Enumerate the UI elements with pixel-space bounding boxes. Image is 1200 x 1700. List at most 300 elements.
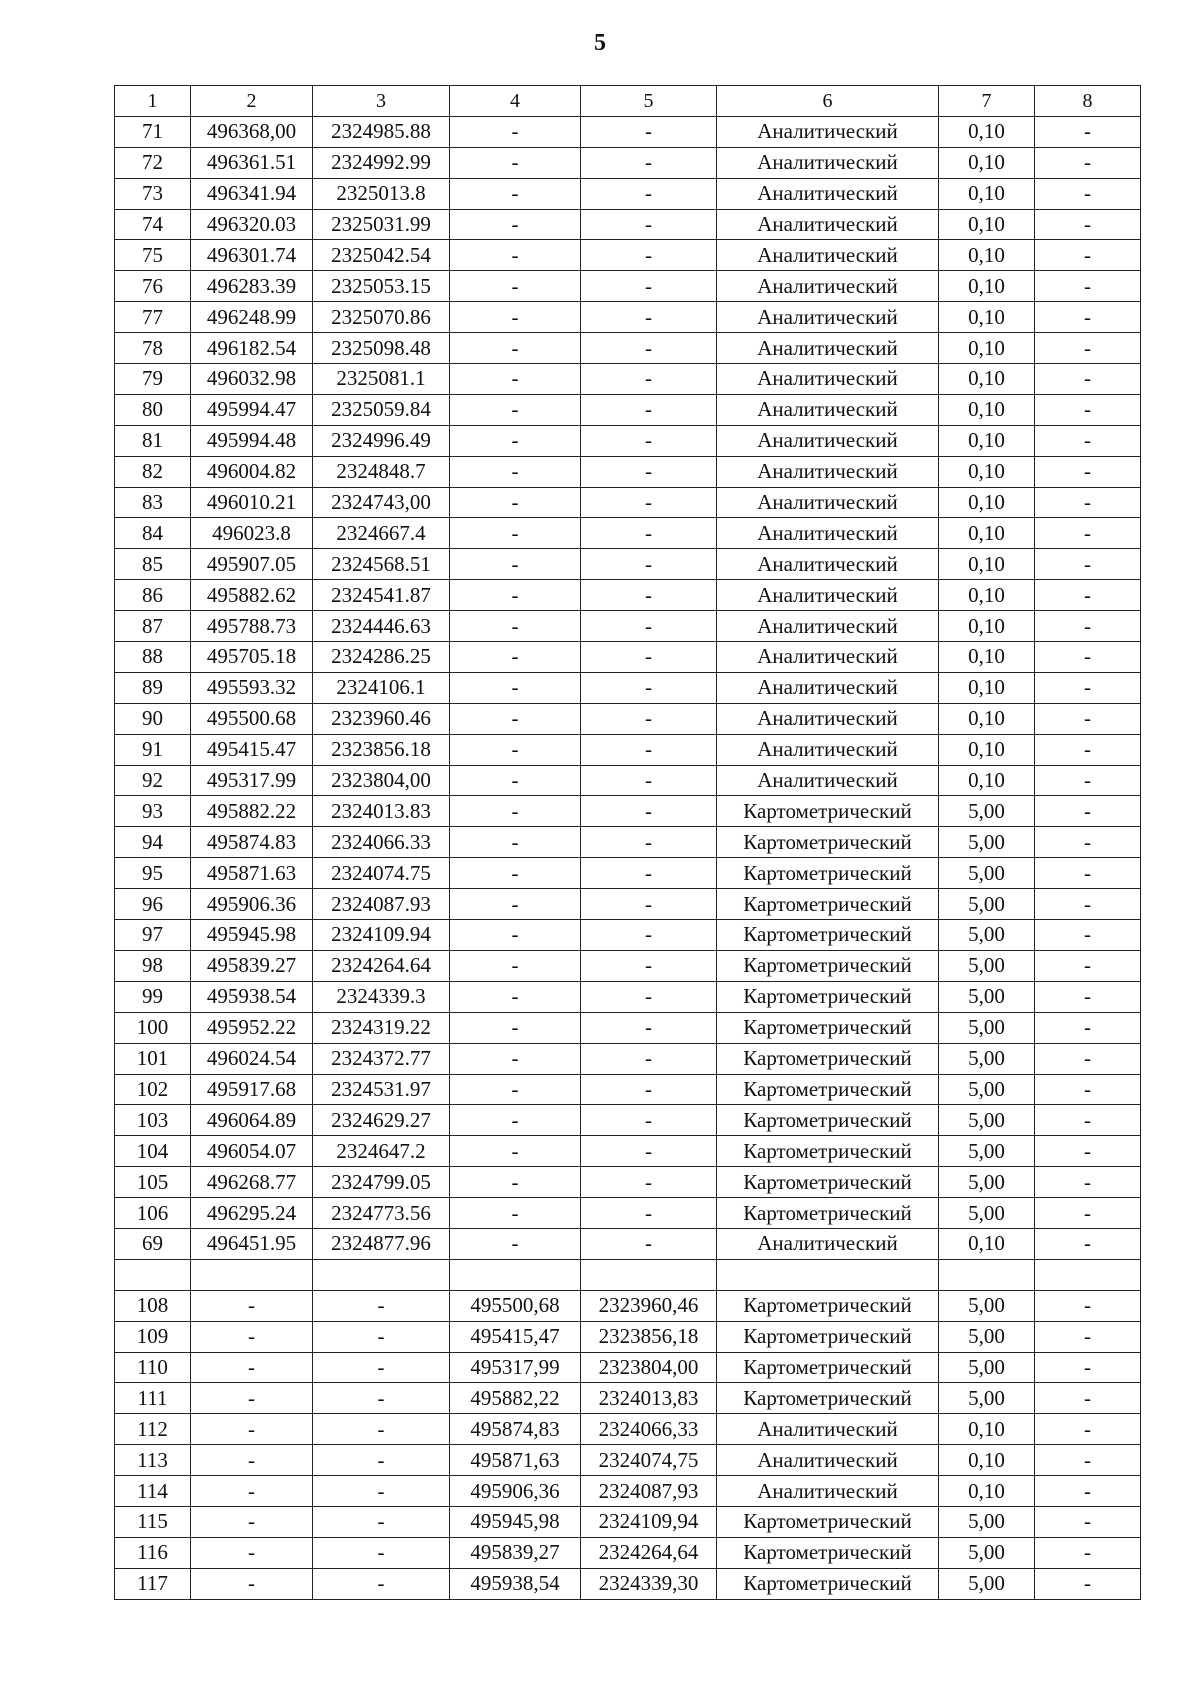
point-number-cell: 73 bbox=[115, 178, 191, 209]
table-row bbox=[115, 827, 1141, 858]
x-coordinate-cell: - bbox=[191, 1290, 313, 1321]
new-x-coordinate-cell: - bbox=[450, 580, 581, 611]
y-coordinate-cell: 2325059.84 bbox=[313, 394, 450, 425]
y-coordinate-cell: 2323960.46 bbox=[313, 703, 450, 734]
accuracy-cell: 0,10 bbox=[939, 147, 1035, 178]
table-row bbox=[115, 1290, 1141, 1321]
method-cell: Аналитический bbox=[717, 1476, 939, 1507]
y-coordinate-cell: 2324286.25 bbox=[313, 642, 450, 673]
point-number-cell: 81 bbox=[115, 425, 191, 456]
y-coordinate-cell: 2324339.3 bbox=[313, 981, 450, 1012]
new-x-coordinate-cell: - bbox=[450, 827, 581, 858]
new-y-coordinate-cell: - bbox=[581, 858, 717, 889]
method-cell bbox=[717, 1259, 939, 1290]
note-cell: - bbox=[1035, 487, 1141, 518]
new-y-coordinate-cell: 2324264,64 bbox=[581, 1537, 717, 1568]
method-cell: Аналитический bbox=[717, 456, 939, 487]
new-x-coordinate-cell: 495317,99 bbox=[450, 1352, 581, 1383]
table-row bbox=[115, 981, 1141, 1012]
accuracy-cell: 0,10 bbox=[939, 487, 1035, 518]
new-y-coordinate-cell: - bbox=[581, 981, 717, 1012]
new-x-coordinate-cell: 495938,54 bbox=[450, 1568, 581, 1599]
method-cell: Картометрический bbox=[717, 1012, 939, 1043]
point-number-cell: 72 bbox=[115, 147, 191, 178]
table-row bbox=[115, 1321, 1141, 1352]
new-y-coordinate-cell: - bbox=[581, 1012, 717, 1043]
accuracy-cell: 0,10 bbox=[939, 734, 1035, 765]
x-coordinate-cell: 496295.24 bbox=[191, 1198, 313, 1229]
accuracy-cell: 5,00 bbox=[939, 889, 1035, 920]
new-x-coordinate-cell: 495874,83 bbox=[450, 1414, 581, 1445]
y-coordinate-cell: 2324629.27 bbox=[313, 1105, 450, 1136]
new-x-coordinate-cell: - bbox=[450, 456, 581, 487]
point-number-cell: 75 bbox=[115, 240, 191, 271]
note-cell: - bbox=[1035, 1074, 1141, 1105]
coordinates-table bbox=[114, 85, 1141, 1600]
method-cell: Аналитический bbox=[717, 487, 939, 518]
accuracy-cell: 5,00 bbox=[939, 1506, 1035, 1537]
note-cell: - bbox=[1035, 765, 1141, 796]
page-number: 5 bbox=[594, 30, 606, 56]
table-row bbox=[115, 1074, 1141, 1105]
accuracy-cell: 5,00 bbox=[939, 796, 1035, 827]
accuracy-cell: 5,00 bbox=[939, 1043, 1035, 1074]
table-row bbox=[115, 611, 1141, 642]
new-y-coordinate-cell: - bbox=[581, 611, 717, 642]
point-number-cell: 114 bbox=[115, 1476, 191, 1507]
accuracy-cell: 0,10 bbox=[939, 1476, 1035, 1507]
y-coordinate-cell: 2325013.8 bbox=[313, 178, 450, 209]
new-y-coordinate-cell: - bbox=[581, 580, 717, 611]
column-header: 5 bbox=[581, 86, 717, 117]
table-row bbox=[115, 1136, 1141, 1167]
new-x-coordinate-cell: - bbox=[450, 209, 581, 240]
y-coordinate-cell: 2324109.94 bbox=[313, 920, 450, 951]
new-y-coordinate-cell: - bbox=[581, 518, 717, 549]
note-cell: - bbox=[1035, 518, 1141, 549]
accuracy-cell: 5,00 bbox=[939, 1167, 1035, 1198]
accuracy-cell: 0,10 bbox=[939, 765, 1035, 796]
point-number-cell: 110 bbox=[115, 1352, 191, 1383]
x-coordinate-cell: 495788.73 bbox=[191, 611, 313, 642]
x-coordinate-cell: 496341.94 bbox=[191, 178, 313, 209]
table-row bbox=[115, 703, 1141, 734]
point-number-cell: 116 bbox=[115, 1537, 191, 1568]
new-y-coordinate-cell: - bbox=[581, 765, 717, 796]
accuracy-cell: 0,10 bbox=[939, 672, 1035, 703]
note-cell: - bbox=[1035, 1012, 1141, 1043]
accuracy-cell: 5,00 bbox=[939, 858, 1035, 889]
point-number-cell: 89 bbox=[115, 672, 191, 703]
new-y-coordinate-cell: - bbox=[581, 240, 717, 271]
new-y-coordinate-cell: - bbox=[581, 734, 717, 765]
note-cell: - bbox=[1035, 1228, 1141, 1259]
accuracy-cell: 0,10 bbox=[939, 209, 1035, 240]
table-row bbox=[115, 178, 1141, 209]
y-coordinate-cell: 2324264.64 bbox=[313, 950, 450, 981]
y-coordinate-cell: 2325070.86 bbox=[313, 302, 450, 333]
new-y-coordinate-cell: - bbox=[581, 889, 717, 920]
table-row bbox=[115, 394, 1141, 425]
new-y-coordinate-cell: - bbox=[581, 1105, 717, 1136]
y-coordinate-cell: - bbox=[313, 1290, 450, 1321]
column-header: 8 bbox=[1035, 86, 1141, 117]
note-cell: - bbox=[1035, 889, 1141, 920]
accuracy-cell: 0,10 bbox=[939, 394, 1035, 425]
accuracy-cell: 0,10 bbox=[939, 240, 1035, 271]
note-cell: - bbox=[1035, 827, 1141, 858]
point-number-cell: 71 bbox=[115, 116, 191, 147]
method-cell: Аналитический bbox=[717, 271, 939, 302]
point-number-cell: 102 bbox=[115, 1074, 191, 1105]
table-row bbox=[115, 889, 1141, 920]
point-number-cell: 103 bbox=[115, 1105, 191, 1136]
new-x-coordinate-cell: - bbox=[450, 1167, 581, 1198]
table-row bbox=[115, 672, 1141, 703]
new-x-coordinate-cell: - bbox=[450, 1012, 581, 1043]
new-x-coordinate-cell: 495500,68 bbox=[450, 1290, 581, 1321]
x-coordinate-cell: 496182.54 bbox=[191, 333, 313, 364]
y-coordinate-cell: 2325081.1 bbox=[313, 364, 450, 395]
x-coordinate-cell: - bbox=[191, 1321, 313, 1352]
note-cell: - bbox=[1035, 549, 1141, 580]
new-y-coordinate-cell: - bbox=[581, 642, 717, 673]
new-y-coordinate-cell: - bbox=[581, 1198, 717, 1229]
point-number-cell: 94 bbox=[115, 827, 191, 858]
point-number-cell: 80 bbox=[115, 394, 191, 425]
new-y-coordinate-cell: - bbox=[581, 333, 717, 364]
y-coordinate-cell: 2324743,00 bbox=[313, 487, 450, 518]
table-row bbox=[115, 1445, 1141, 1476]
table-row bbox=[115, 642, 1141, 673]
accuracy-cell: 5,00 bbox=[939, 981, 1035, 1012]
x-coordinate-cell: 495994.48 bbox=[191, 425, 313, 456]
x-coordinate-cell: 496024.54 bbox=[191, 1043, 313, 1074]
x-coordinate-cell: 496054.07 bbox=[191, 1136, 313, 1167]
accuracy-cell: 0,10 bbox=[939, 703, 1035, 734]
note-cell: - bbox=[1035, 271, 1141, 302]
new-y-coordinate-cell: 2323856,18 bbox=[581, 1321, 717, 1352]
method-cell: Аналитический bbox=[717, 178, 939, 209]
x-coordinate-cell bbox=[191, 1259, 313, 1290]
table-row bbox=[115, 549, 1141, 580]
table-row bbox=[115, 116, 1141, 147]
new-y-coordinate-cell: - bbox=[581, 920, 717, 951]
x-coordinate-cell: 496010.21 bbox=[191, 487, 313, 518]
method-cell: Картометрический bbox=[717, 1321, 939, 1352]
new-x-coordinate-cell: - bbox=[450, 147, 581, 178]
x-coordinate-cell: 495415.47 bbox=[191, 734, 313, 765]
method-cell: Картометрический bbox=[717, 1198, 939, 1229]
y-coordinate-cell: 2324446.63 bbox=[313, 611, 450, 642]
accuracy-cell: 0,10 bbox=[939, 1445, 1035, 1476]
new-y-coordinate-cell: - bbox=[581, 364, 717, 395]
accuracy-cell: 5,00 bbox=[939, 920, 1035, 951]
new-y-coordinate-cell: - bbox=[581, 425, 717, 456]
method-cell: Картометрический bbox=[717, 1105, 939, 1136]
method-cell: Картометрический bbox=[717, 1383, 939, 1414]
table-row bbox=[115, 920, 1141, 951]
accuracy-cell: 0,10 bbox=[939, 364, 1035, 395]
new-y-coordinate-cell: 2324066,33 bbox=[581, 1414, 717, 1445]
method-cell: Картометрический bbox=[717, 1290, 939, 1321]
new-x-coordinate-cell: - bbox=[450, 1105, 581, 1136]
note-cell: - bbox=[1035, 456, 1141, 487]
method-cell: Картометрический bbox=[717, 950, 939, 981]
method-cell: Аналитический bbox=[717, 580, 939, 611]
y-coordinate-cell: 2324541.87 bbox=[313, 580, 450, 611]
accuracy-cell: 5,00 bbox=[939, 1136, 1035, 1167]
y-coordinate-cell: 2324066.33 bbox=[313, 827, 450, 858]
new-y-coordinate-cell: - bbox=[581, 1136, 717, 1167]
new-y-coordinate-cell: 2324109,94 bbox=[581, 1506, 717, 1537]
table-row bbox=[115, 271, 1141, 302]
accuracy-cell: 5,00 bbox=[939, 1105, 1035, 1136]
new-y-coordinate-cell: 2323804,00 bbox=[581, 1352, 717, 1383]
new-x-coordinate-cell: - bbox=[450, 950, 581, 981]
table-row bbox=[115, 456, 1141, 487]
method-cell: Картометрический bbox=[717, 1074, 939, 1105]
x-coordinate-cell: 496361.51 bbox=[191, 147, 313, 178]
method-cell: Картометрический bbox=[717, 858, 939, 889]
note-cell: - bbox=[1035, 1136, 1141, 1167]
x-coordinate-cell: 495907.05 bbox=[191, 549, 313, 580]
new-x-coordinate-cell: - bbox=[450, 611, 581, 642]
note-cell: - bbox=[1035, 178, 1141, 209]
x-coordinate-cell: 495917.68 bbox=[191, 1074, 313, 1105]
table-row bbox=[115, 209, 1141, 240]
x-coordinate-cell: 496283.39 bbox=[191, 271, 313, 302]
table-row bbox=[115, 240, 1141, 271]
point-number-cell: 90 bbox=[115, 703, 191, 734]
new-y-coordinate-cell: 2324339,30 bbox=[581, 1568, 717, 1599]
accuracy-cell: 5,00 bbox=[939, 1198, 1035, 1229]
new-x-coordinate-cell bbox=[450, 1259, 581, 1290]
y-coordinate-cell: - bbox=[313, 1383, 450, 1414]
x-coordinate-cell: - bbox=[191, 1568, 313, 1599]
note-cell: - bbox=[1035, 796, 1141, 827]
new-y-coordinate-cell: - bbox=[581, 147, 717, 178]
method-cell: Картометрический bbox=[717, 920, 939, 951]
point-number-cell: 112 bbox=[115, 1414, 191, 1445]
x-coordinate-cell: - bbox=[191, 1537, 313, 1568]
point-number-cell: 76 bbox=[115, 271, 191, 302]
accuracy-cell: 0,10 bbox=[939, 1228, 1035, 1259]
table-row bbox=[115, 1167, 1141, 1198]
x-coordinate-cell: 495317.99 bbox=[191, 765, 313, 796]
x-coordinate-cell: - bbox=[191, 1506, 313, 1537]
table-row bbox=[115, 1568, 1141, 1599]
point-number-cell: 69 bbox=[115, 1228, 191, 1259]
y-coordinate-cell: 2324996.49 bbox=[313, 425, 450, 456]
note-cell: - bbox=[1035, 1383, 1141, 1414]
x-coordinate-cell: - bbox=[191, 1414, 313, 1445]
column-header: 6 bbox=[717, 86, 939, 117]
new-x-coordinate-cell: 495882,22 bbox=[450, 1383, 581, 1414]
table-row bbox=[115, 1198, 1141, 1229]
x-coordinate-cell: 495938.54 bbox=[191, 981, 313, 1012]
x-coordinate-cell: 495882.22 bbox=[191, 796, 313, 827]
new-x-coordinate-cell: 495871,63 bbox=[450, 1445, 581, 1476]
accuracy-cell: 0,10 bbox=[939, 302, 1035, 333]
accuracy-cell: 5,00 bbox=[939, 1383, 1035, 1414]
note-cell: - bbox=[1035, 858, 1141, 889]
method-cell: Картометрический bbox=[717, 1568, 939, 1599]
method-cell: Картометрический bbox=[717, 796, 939, 827]
point-number-cell: 79 bbox=[115, 364, 191, 395]
new-y-coordinate-cell: - bbox=[581, 1167, 717, 1198]
accuracy-cell: 5,00 bbox=[939, 1352, 1035, 1383]
note-cell: - bbox=[1035, 1568, 1141, 1599]
y-coordinate-cell: - bbox=[313, 1352, 450, 1383]
header-row bbox=[115, 86, 1141, 117]
x-coordinate-cell: 495593.32 bbox=[191, 672, 313, 703]
new-x-coordinate-cell: - bbox=[450, 240, 581, 271]
accuracy-cell: 0,10 bbox=[939, 333, 1035, 364]
note-cell: - bbox=[1035, 1167, 1141, 1198]
new-y-coordinate-cell: - bbox=[581, 672, 717, 703]
new-y-coordinate-cell: - bbox=[581, 1043, 717, 1074]
y-coordinate-cell: - bbox=[313, 1506, 450, 1537]
x-coordinate-cell: 495994.47 bbox=[191, 394, 313, 425]
accuracy-cell: 0,10 bbox=[939, 116, 1035, 147]
accuracy-cell: 0,10 bbox=[939, 178, 1035, 209]
note-cell: - bbox=[1035, 734, 1141, 765]
point-number-cell: 100 bbox=[115, 1012, 191, 1043]
accuracy-cell: 5,00 bbox=[939, 1290, 1035, 1321]
new-x-coordinate-cell: - bbox=[450, 302, 581, 333]
note-cell: - bbox=[1035, 425, 1141, 456]
point-number-cell: 91 bbox=[115, 734, 191, 765]
accuracy-cell: 0,10 bbox=[939, 456, 1035, 487]
accuracy-cell: 5,00 bbox=[939, 1537, 1035, 1568]
y-coordinate-cell bbox=[313, 1259, 450, 1290]
table-row bbox=[115, 580, 1141, 611]
note-cell: - bbox=[1035, 611, 1141, 642]
point-number-cell: 92 bbox=[115, 765, 191, 796]
note-cell: - bbox=[1035, 580, 1141, 611]
method-cell: Аналитический bbox=[717, 333, 939, 364]
point-number-cell bbox=[115, 1259, 191, 1290]
point-number-cell: 78 bbox=[115, 333, 191, 364]
y-coordinate-cell: 2324372.77 bbox=[313, 1043, 450, 1074]
new-y-coordinate-cell: - bbox=[581, 209, 717, 240]
new-y-coordinate-cell: - bbox=[581, 178, 717, 209]
x-coordinate-cell: 496064.89 bbox=[191, 1105, 313, 1136]
new-x-coordinate-cell: - bbox=[450, 487, 581, 518]
x-coordinate-cell: 495871.63 bbox=[191, 858, 313, 889]
x-coordinate-cell: 495500.68 bbox=[191, 703, 313, 734]
method-cell: Аналитический bbox=[717, 240, 939, 271]
note-cell: - bbox=[1035, 950, 1141, 981]
note-cell: - bbox=[1035, 1198, 1141, 1229]
table-row bbox=[115, 950, 1141, 981]
new-x-coordinate-cell: - bbox=[450, 889, 581, 920]
y-coordinate-cell: 2324319.22 bbox=[313, 1012, 450, 1043]
table-row bbox=[115, 1414, 1141, 1445]
method-cell: Аналитический bbox=[717, 672, 939, 703]
x-coordinate-cell: 496268.77 bbox=[191, 1167, 313, 1198]
x-coordinate-cell: 496248.99 bbox=[191, 302, 313, 333]
table-row bbox=[115, 333, 1141, 364]
x-coordinate-cell: 496004.82 bbox=[191, 456, 313, 487]
new-y-coordinate-cell: - bbox=[581, 271, 717, 302]
accuracy-cell: 0,10 bbox=[939, 580, 1035, 611]
point-number-cell: 88 bbox=[115, 642, 191, 673]
point-number-cell: 113 bbox=[115, 1445, 191, 1476]
y-coordinate-cell: 2324531.97 bbox=[313, 1074, 450, 1105]
y-coordinate-cell: - bbox=[313, 1445, 450, 1476]
x-coordinate-cell: 496320.03 bbox=[191, 209, 313, 240]
y-coordinate-cell: - bbox=[313, 1476, 450, 1507]
point-number-cell: 105 bbox=[115, 1167, 191, 1198]
point-number-cell: 109 bbox=[115, 1321, 191, 1352]
new-x-coordinate-cell: 495906,36 bbox=[450, 1476, 581, 1507]
new-y-coordinate-cell: - bbox=[581, 1228, 717, 1259]
new-y-coordinate-cell: - bbox=[581, 827, 717, 858]
new-y-coordinate-cell: - bbox=[581, 456, 717, 487]
accuracy-cell: 5,00 bbox=[939, 1012, 1035, 1043]
y-coordinate-cell: 2324773.56 bbox=[313, 1198, 450, 1229]
point-number-cell: 77 bbox=[115, 302, 191, 333]
table-row bbox=[115, 1012, 1141, 1043]
accuracy-cell: 5,00 bbox=[939, 1321, 1035, 1352]
new-x-coordinate-cell: - bbox=[450, 796, 581, 827]
note-cell: - bbox=[1035, 209, 1141, 240]
new-x-coordinate-cell: - bbox=[450, 1228, 581, 1259]
x-coordinate-cell: 495906.36 bbox=[191, 889, 313, 920]
table-row bbox=[115, 1105, 1141, 1136]
new-x-coordinate-cell: - bbox=[450, 178, 581, 209]
method-cell: Аналитический bbox=[717, 703, 939, 734]
table-row bbox=[115, 1476, 1141, 1507]
method-cell: Аналитический bbox=[717, 364, 939, 395]
new-x-coordinate-cell: - bbox=[450, 858, 581, 889]
column-header: 4 bbox=[450, 86, 581, 117]
y-coordinate-cell: 2324106.1 bbox=[313, 672, 450, 703]
new-y-coordinate-cell: - bbox=[581, 950, 717, 981]
x-coordinate-cell: 495705.18 bbox=[191, 642, 313, 673]
note-cell: - bbox=[1035, 1414, 1141, 1445]
new-x-coordinate-cell: - bbox=[450, 981, 581, 1012]
note-cell: - bbox=[1035, 1321, 1141, 1352]
new-x-coordinate-cell: - bbox=[450, 1198, 581, 1229]
x-coordinate-cell: 496451.95 bbox=[191, 1228, 313, 1259]
new-x-coordinate-cell: - bbox=[450, 333, 581, 364]
new-y-coordinate-cell: - bbox=[581, 116, 717, 147]
new-x-coordinate-cell: - bbox=[450, 394, 581, 425]
table-row bbox=[115, 796, 1141, 827]
accuracy-cell: 0,10 bbox=[939, 271, 1035, 302]
new-y-coordinate-cell: - bbox=[581, 1074, 717, 1105]
method-cell: Аналитический bbox=[717, 425, 939, 456]
x-coordinate-cell: 496023.8 bbox=[191, 518, 313, 549]
point-number-cell: 104 bbox=[115, 1136, 191, 1167]
y-coordinate-cell: - bbox=[313, 1568, 450, 1599]
new-x-coordinate-cell: 495839,27 bbox=[450, 1537, 581, 1568]
method-cell: Аналитический bbox=[717, 147, 939, 178]
new-y-coordinate-cell: - bbox=[581, 302, 717, 333]
new-x-coordinate-cell: - bbox=[450, 642, 581, 673]
note-cell: - bbox=[1035, 1506, 1141, 1537]
column-header: 7 bbox=[939, 86, 1035, 117]
method-cell: Аналитический bbox=[717, 765, 939, 796]
point-number-cell: 108 bbox=[115, 1290, 191, 1321]
new-x-coordinate-cell: - bbox=[450, 116, 581, 147]
method-cell: Картометрический bbox=[717, 1352, 939, 1383]
point-number-cell: 98 bbox=[115, 950, 191, 981]
note-cell: - bbox=[1035, 642, 1141, 673]
